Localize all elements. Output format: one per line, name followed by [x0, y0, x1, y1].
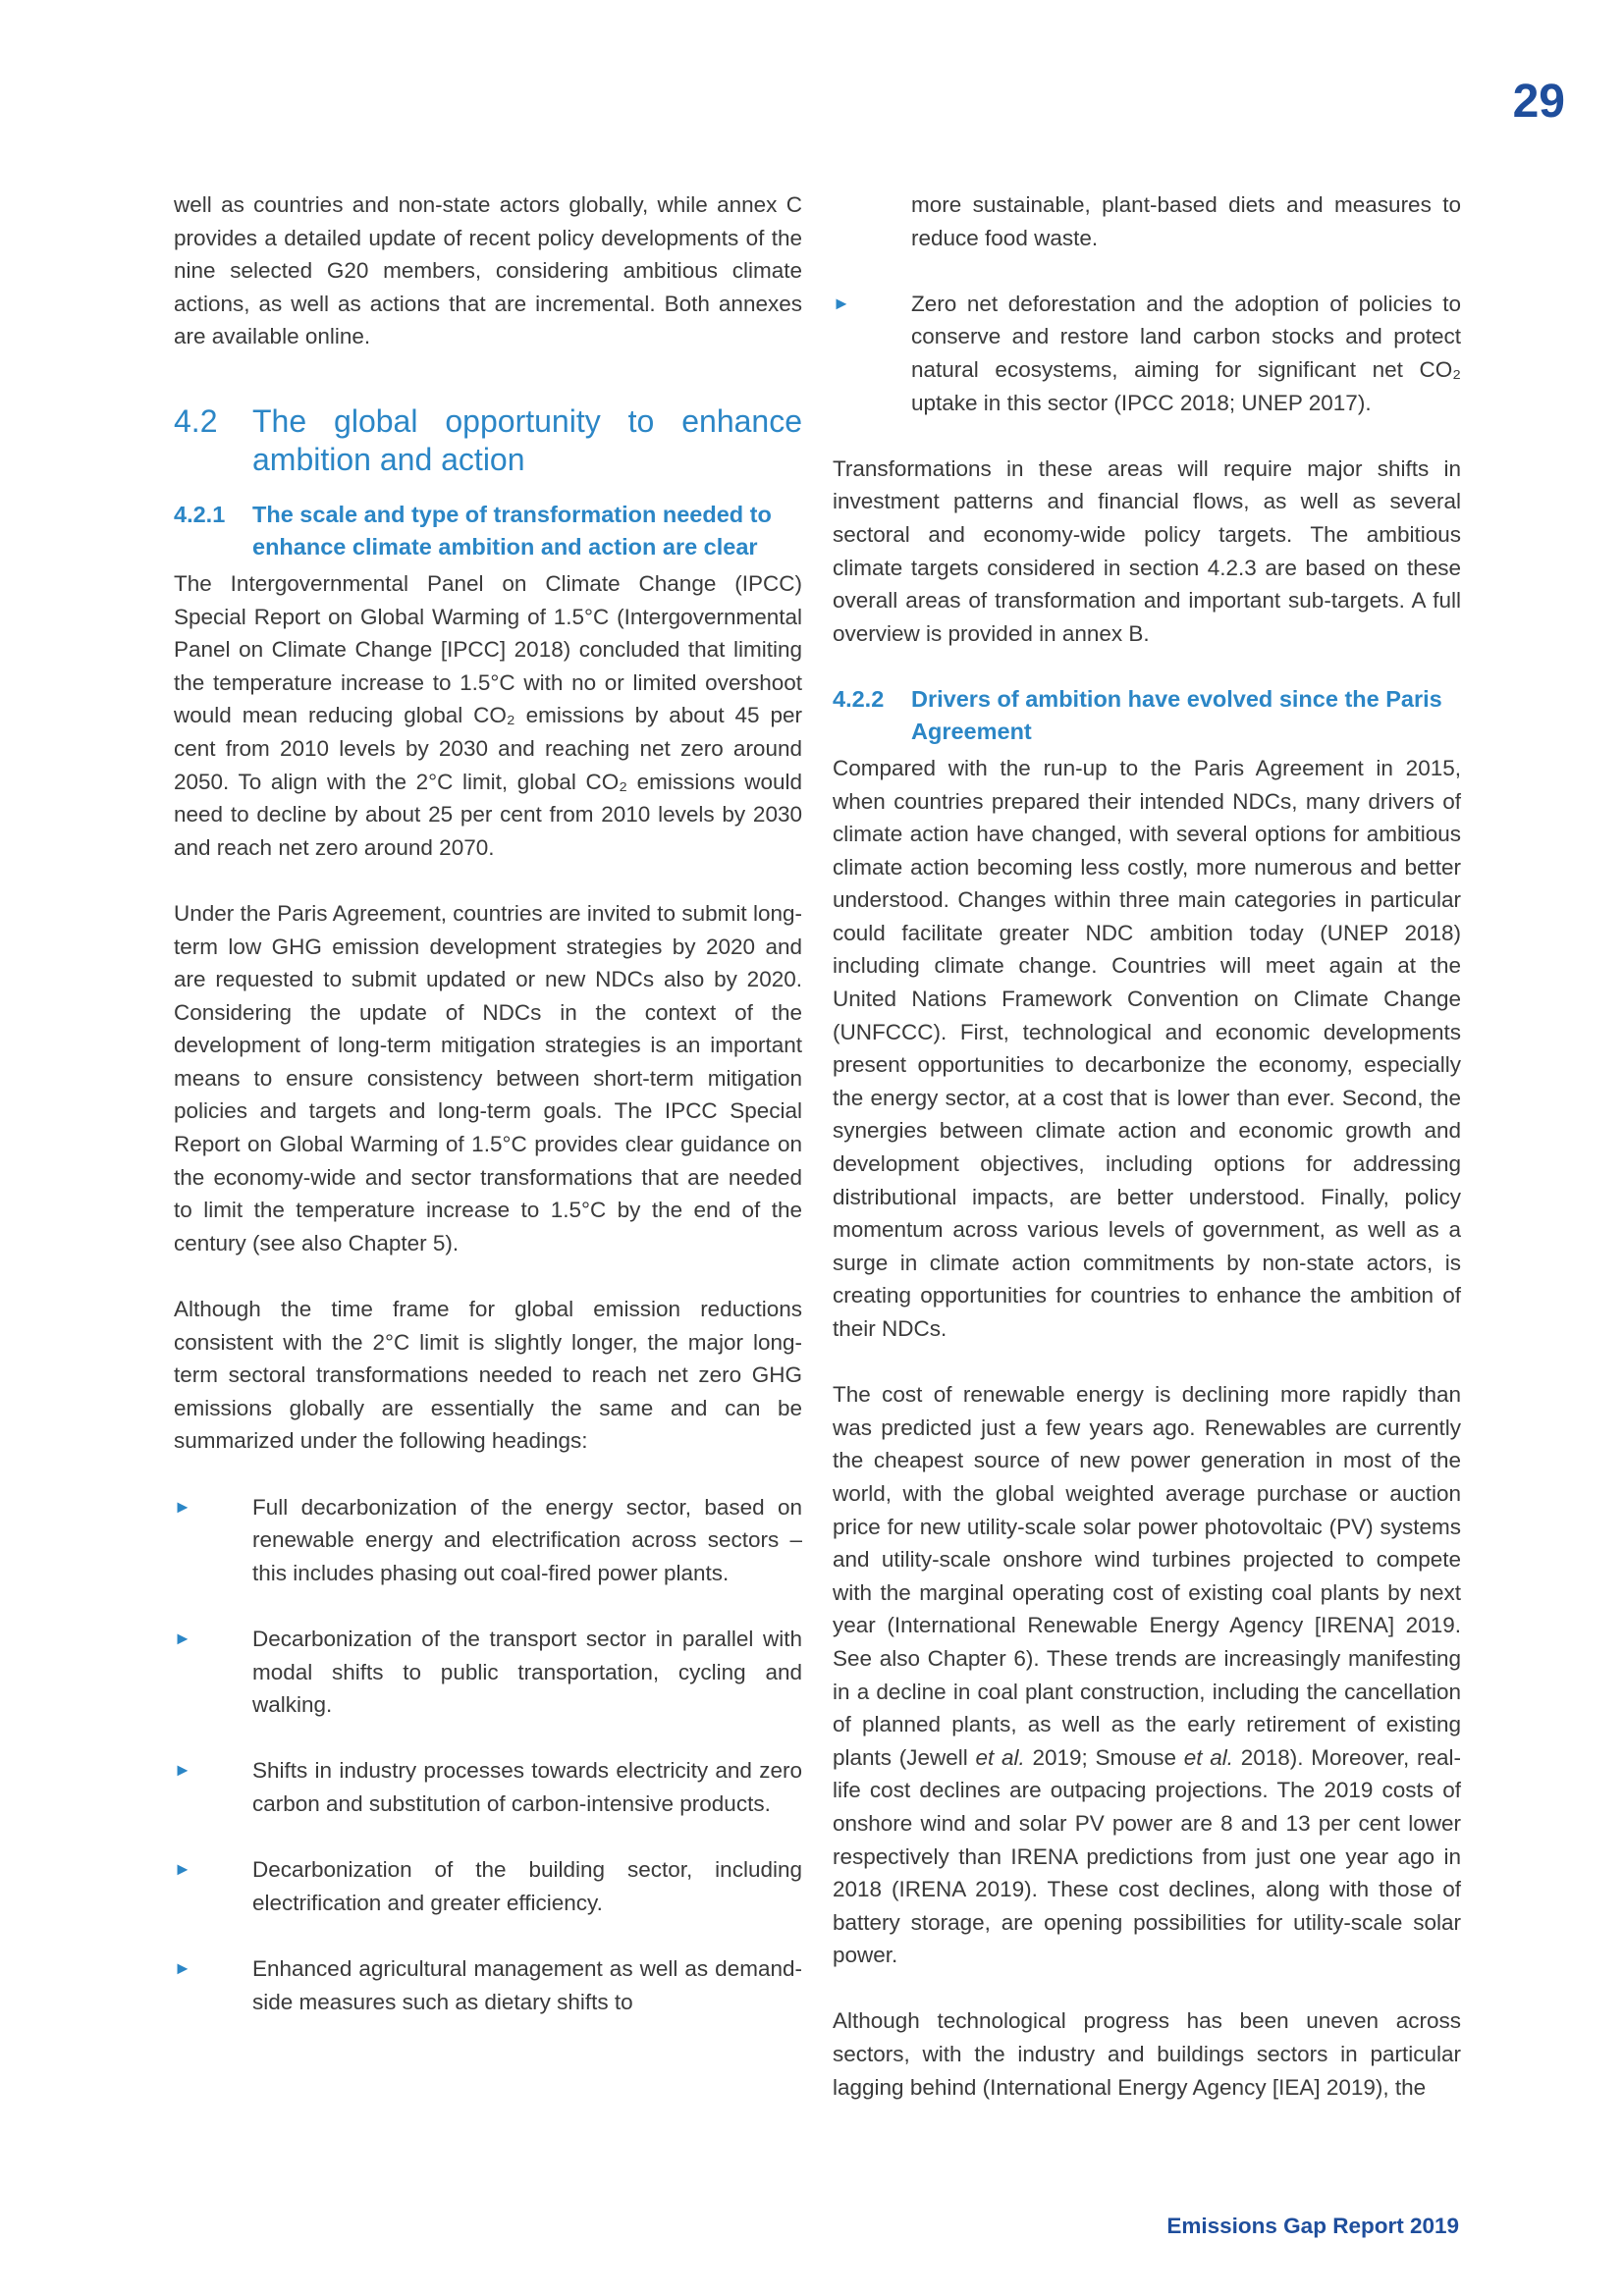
subsection-heading [174, 499, 802, 563]
text-run: 2019; Smouse [1024, 1744, 1184, 1770]
bullet-arrow-icon: ► [174, 1628, 191, 1648]
page-number: 29 [1512, 76, 1565, 128]
subsection-title: The scale and type of transformation needed to enhance climate ambition and action are clear [252, 501, 772, 560]
section-heading [174, 402, 802, 479]
list-item-text: Full decarbonization of the energy sector, based on renewable energy and electrification across sectors – this includes phasing out coal-fired power plants. [252, 1494, 802, 1585]
bullet-arrow-icon: ► [174, 1957, 191, 1978]
subsection-title: Drivers of ambition have evolved since the Paris Agreement [911, 685, 1442, 744]
text-run: 2018). Moreover, real-life cost declines are outpacing projections. The 2019 costs of onshore wind and solar PV power are 8 and 13 per cent lower respectively than IRENA predictions from just one year ago in 2018 (IRENA 2019). These cost declines, along with those of battery storage, are opening possibilities for utility-scale solar power. [833, 1744, 1462, 1968]
text-run: The cost of renewable energy is declining more rapidly than was predicted just a few years ago. Renewables are currently the cheapest source of new power generation in most of the world, with the global weighted average purchase or auction price for new utility-scale solar power photovoltaic (PV) systems and utility-scale onshore wind turbines projected to compete with the marginal operating cost of existing coal plants by next year (International Renewable Energy Agency [IRENA] 2019. See also Chapter 6). These trends are increasingly manifesting in a decline in coal plant construction, including the cancellation of planned plants, as well as the early retirement of existing plants (Jewell [833, 1382, 1461, 1770]
section-number: 4.2 [174, 402, 218, 439]
bullet-arrow-icon: ► [833, 293, 850, 313]
footer-title: Emissions Gap Report 2019 [1166, 2214, 1459, 2238]
subsection-number: 4.2.1 [174, 501, 226, 527]
paragraph-drivers: Compared with the run-up to the Paris Agreement in 2015, when countries prepared their intended NDCs, many drivers of climate action have changed, with several options for ambitious climate action becoming less costly, more numerous and better understood. Changes within three main categories in particular could facilitate greater NDC ambition today (UNEP 2018) including climate change. Countries will meet again at the United Nations Framework Convention on Climate Change (UNFCCC). First, technological and economic developments present opportunities to decarbonize the economy, especially the energy sector, at a cost that is lower than ever. Second, the synergies between climate action and economic growth and development objectives, including options for addressing distributional impacts, are better understood. Finally, policy momentum across various levels of government, as well as a surge in climate action commitments by non-state actors, is creating opportunities for countries to enhance the ambition of their NDCs. [833, 755, 1461, 1341]
section-title: The global opportunity to enhance ambition and action [252, 402, 802, 477]
list-item [174, 1952, 802, 2018]
paragraph-transformations: Transformations in these areas will require major shifts in investment patterns and financial flows, as well as several sectoral and economy-wide policy targets. The ambitious climate targets considered in section 4.2.3 are based on these overall areas of transformation and important sub-targets. A full overview is provided in annex B. [833, 455, 1461, 646]
bullet-arrow-icon: ► [174, 1859, 191, 1880]
list-item [174, 1623, 802, 1722]
list-item [174, 1853, 802, 1919]
italic-text: et al. [975, 1744, 1025, 1770]
paragraph-ipcc: The Intergovernmental Panel on Climate Change (IPCC) Special Report on Global Warming of 1.5°C (Intergovernmental Panel on Climate Change [IPCC] 2018) concluded that limiting the temperature increase to 1.5°C with no or limited overshoot would mean reducing global CO₂ emissions by about 45 per cent from 2010 levels by 2030 and reaching net zero around 2050. To align with the 2°C limit, global CO₂ emissions would need to decline by about 25 per cent from 2010 levels by 2030 and reach net zero around 2070. [174, 570, 802, 860]
paragraph-renewable-cost [833, 1378, 1461, 1972]
list-item-text: Decarbonization of the transport sector in parallel with modal shifts to public transportation, cycling and walking. [252, 1626, 802, 1718]
bullet-arrow-icon: ► [174, 1496, 191, 1517]
list-item [174, 1754, 802, 1820]
list-item-text: Shifts in industry processes towards electricity and zero carbon and substitution of carbon-intensive products. [252, 1758, 802, 1816]
subsection-heading [833, 683, 1461, 748]
list-item [833, 288, 1461, 419]
paragraph-paris-agreement: Under the Paris Agreement, countries are invited to submit long-term low GHG emission development strategies by 2020 and are requested to submit updated or new NDCs also by 2020. Considering the update of NDCs in the context of the development of long-term mitigation strategies is an important means to ensure consistency between short-term mitigation policies and targets and long-term goals. The IPCC Special Report on Global Warming of 1.5°C provides clear guidance on the economy-wide and sector transformations that are needed to limit the temperature increase to 1.5°C by the end of the century (see also Chapter 5). [174, 900, 802, 1255]
right-column [833, 188, 1461, 2137]
italic-text: et al. [1183, 1744, 1233, 1770]
list-item [174, 1491, 802, 1590]
paragraph-technological-progress: Although technological progress has been uneven across sectors, with the industry and buildings sectors in particular lagging behind (International Energy Agency [IEA] 2019), the [833, 2008, 1461, 2100]
list-item-text: Zero net deforestation and the adoption of policies to conserve and restore land carbon stocks and protect natural ecosystems, aiming for significant net CO₂ uptake in this sector (IPCC 2018; UNEP 2017). [911, 291, 1461, 415]
left-column [174, 188, 802, 2052]
list-item-text: Enhanced agricultural management as well as demand-side measures such as dietary shifts to [252, 1955, 802, 2014]
paragraph-time-frame: Although the time frame for global emission reductions consistent with the 2°C limit is slightly longer, the major long-term sectoral transformations needed to reach net zero GHG emissions globally are essentially the same and can be summarized under the following headings: [174, 1297, 802, 1454]
bullet-arrow-icon: ► [174, 1760, 191, 1781]
list-item-continuation: more sustainable, plant-based diets and measures to reduce food waste. [911, 192, 1461, 250]
list-item-text: Decarbonization of the building sector, including electrification and greater efficiency. [252, 1857, 802, 1915]
subsection-number: 4.2.2 [833, 685, 885, 712]
intro-paragraph: well as countries and non-state actors globally, while annex C provides a detailed update of recent policy developments of the nine selected G20 members, considering ambitious climate actions, as well as actions that are incremental. Both annexes are available online. [174, 192, 802, 349]
